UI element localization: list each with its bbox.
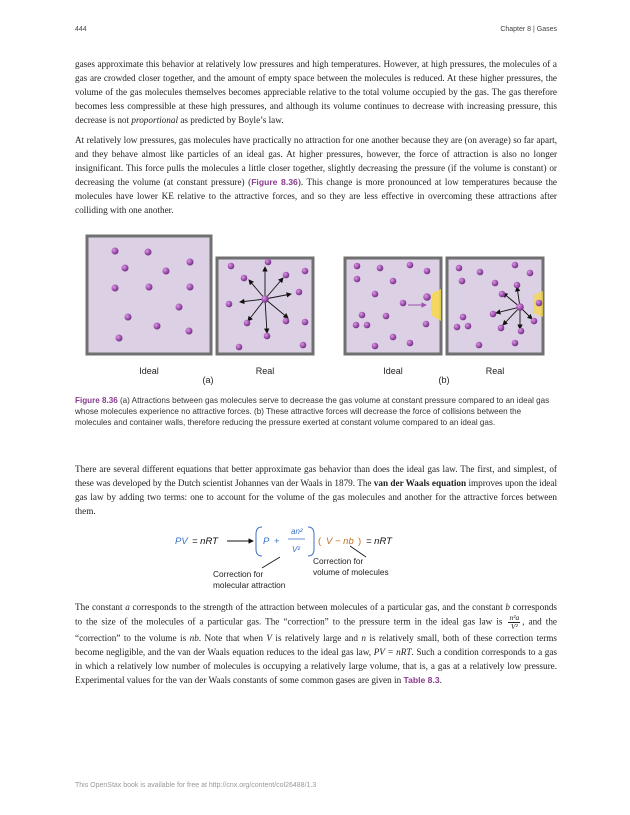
label-a-ideal: Ideal: [139, 366, 159, 376]
label-b-ideal: Ideal: [383, 366, 403, 376]
attraction-label-2: molecular attraction: [213, 580, 286, 590]
eq-paren-close: ): [358, 536, 362, 547]
paragraph-4-wrap: [75, 600, 557, 693]
figure-link[interactable]: Figure 8.36: [251, 177, 298, 187]
gas-molecule-diagram: [75, 225, 557, 385]
figure-8-36: [75, 225, 557, 385]
chapter-header: Chapter 8 | Gases: [500, 26, 557, 33]
label-a: (a): [202, 375, 214, 385]
eq-rhs: = nRT: [366, 536, 392, 547]
footer-note: This OpenStax book is available for free at http://cnx.org/content/col26488/1.3: [75, 782, 317, 789]
intro-text: [75, 57, 557, 223]
caption-text: (a) Attractions between gas molecules serve to decrease the gas volume at constant pressure compared to an ideal gas whose molecules experience no attractive forces. (b) These attractive forces will decrease the force of collisions between the molecules and container walls, therefore reducing the pressure exerted at constant volume compared to an ideal gas.: [75, 396, 550, 427]
eq-lhs: = nRT: [192, 536, 218, 547]
volume-label-1: Correction for: [313, 556, 364, 566]
paragraph-3: There are several different equations that better approximate gas behavior than does the ideal gas law. The first, and simplest, of these was developed by the Dutch scientist Johannes van der Waals in 1879. The van der Waals equation improves upon the ideal gas law by adding two terms: one to account for the volume of the gas molecules and another for the attractive forces between them.: [75, 464, 557, 516]
paragraph-2: At relatively low pressures, gas molecules have practically no attraction for one another because they are (on average) so far apart, and they behave almost like particles of an ideal gas. At higher pressures, however, the force of attraction is also no longer insignificant. This force pulls the molecules a little closer together, slightly decreasing the pressure (if the volume is constant) or decreasing the volume (at constant pressure) (Figure 8.36). This change is more pronounced at low temperatures because the molecules have lower KE relative to the attractive forces, and so they are less effective in overcoming these attractions after colliding with one another.: [75, 135, 557, 215]
eq-vnb: V − nb: [326, 536, 354, 547]
caption-title: Figure 8.36: [75, 396, 118, 405]
paragraph-3-wrap: [75, 462, 557, 524]
attraction-label-1: Correction for: [213, 569, 264, 579]
label-a-real: Real: [255, 366, 275, 376]
eq-p: P: [263, 536, 270, 547]
van-der-waals-equation: [170, 522, 470, 594]
figure-caption: [75, 395, 557, 428]
inline-fraction: $\frac{\text{n²a}}{\text{V²}}$: [509, 613, 520, 631]
equation-svg: [170, 522, 470, 594]
volume-label-2: volume of molecules: [313, 567, 389, 577]
eq-paren-open: (: [318, 536, 322, 547]
eq-plus: +: [274, 536, 280, 547]
table-link[interactable]: Table 8.3: [403, 675, 440, 685]
label-b: (b): [438, 375, 450, 385]
page-number: 444: [75, 26, 87, 33]
paragraph-4: The constant a corresponds to the strength of the attraction between molecules of a particular gas, and the constant b corresponds to the size of the molecules of a particular gas. The “correction” to the pressure term in the ideal gas law is $\frac{\text{n²a}}{\text{V²}}$ , and the “correction” to the volume is nb. Note that when V is relatively large and n is relatively small, both of these correction terms become negligible, and the van der Waals equation reduces to the ideal gas law, PV = nRT. Such a condition corresponds to a gas in which a relatively low number of molecules is occupying a relatively large volume, that is, a gas at a relatively low pressure. Experimental values for the van der Waals constants of some common gases are given in Table 8.3.: [75, 602, 557, 685]
label-b-real: Real: [485, 366, 505, 376]
eq-pv: PV: [175, 536, 188, 547]
eq-an2: an²: [291, 527, 303, 536]
eq-v2: V²: [292, 545, 300, 554]
paragraph-1: gases approximate this behavior at relatively low pressures and high temperatures. However, at high pressures, the molecules of a gas are crowded closer together, and the amount of empty space between the molecules is reduced. At these higher pressures, the volume of the gas molecules themselves becomes appreciable relative to the total volume occupied by the gas. The gas therefore becomes less compressible at these high pressures, and although its volume continues to decrease with increasing pressure, this decrease is not proportional as predicted by Boyle’s law.: [75, 59, 557, 125]
